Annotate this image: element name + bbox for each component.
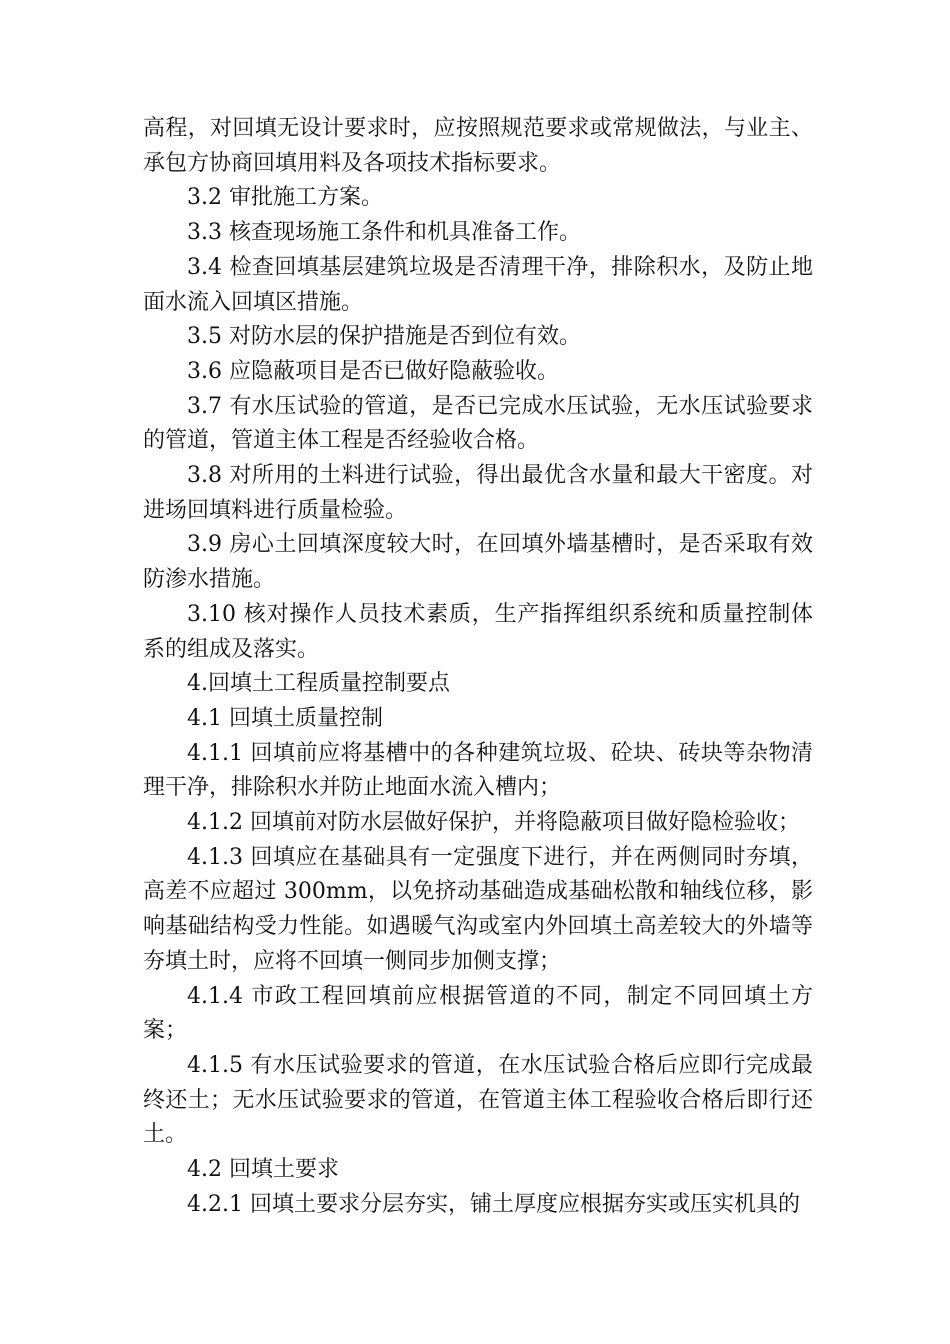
section-heading-4: 4.回填土工程质量控制要点 (187, 671, 450, 697)
subsection-heading-4-1: 4.1 回填土质量控制 (187, 705, 383, 731)
paragraph-4-1-4: 4.1.4 市政工程回填前应根据管道的不同，制定不同回填土方案； (143, 983, 813, 1044)
paragraph-3-3: 3.3 核查现场施工条件和机具准备工作。 (187, 220, 581, 246)
paragraph-continuation: 高程，对回填无设计要求时，应按照规范要求或常规做法，与业主、承包方协商回填用料及各项技术指标要求。 (143, 116, 813, 176)
paragraph-4-2-1: 4.2.1 回填土要求分层夯实，铺土厚度应根据夯实或压实机具的 (187, 1191, 800, 1217)
subsection-heading-4-2: 4.2 回填土要求 (187, 1157, 339, 1183)
paragraph-3-6: 3.6 应隐蔽项目是否已做好隐蔽验收。 (187, 358, 559, 384)
document-body (143, 112, 813, 1223)
paragraph-4-1-5: 4.1.5 有水压试验要求的管道，在水压试验合格后应即行完成最终还土；无水压试验要求的管道，在管道主体工程验收合格后即行还土。 (143, 1052, 813, 1148)
paragraph-4-1-2: 4.1.2 回填前对防水层做好保护，并将隐蔽项目做好隐检验收； (187, 810, 800, 836)
paragraph-4-1-1: 4.1.1 回填前应将基槽中的各种建筑垃圾、砼块、砖块等杂物清理干净，排除积水并防止地面水流入槽内； (143, 740, 813, 801)
paragraph-3-5: 3.5 对防水层的保护措施是否到位有效。 (187, 324, 581, 350)
paragraph-3-7: 3.7 有水压试验的管道，是否已完成水压试验，无水压试验要求的管道，管道主体工程是否经验收合格。 (143, 393, 813, 454)
paragraph-3-8: 3.8 对所用的土料进行试验，得出最优含水量和最大干密度。对进场回填料进行质量检验。 (143, 463, 813, 523)
paragraph-3-9: 3.9 房心土回填深度较大时，在回填外墙基槽时，是否采取有效防渗水措施。 (143, 532, 813, 593)
paragraph-4-1-3: 4.1.3 回填应在基础具有一定强度下进行，并在两侧同时夯填，高差不应超过 300mm，以免挤动基础造成基础松散和轴线位移，影响基础结构受力性能。如遇暖气沟或室内外回填土高差较大的外墙等夯填土时，应将不回填一侧同步加侧支撑； (143, 844, 813, 974)
paragraph-3-4: 3.4 检查回填基层建筑垃圾是否清理干净，排除积水，及防止地面水流入回填区措施。 (143, 254, 813, 315)
paragraph-3-10: 3.10 核对操作人员技术素质，生产指挥组织系统和质量控制体系的组成及落实。 (143, 601, 813, 662)
paragraph-3-2: 3.2 审批施工方案。 (187, 185, 383, 211)
